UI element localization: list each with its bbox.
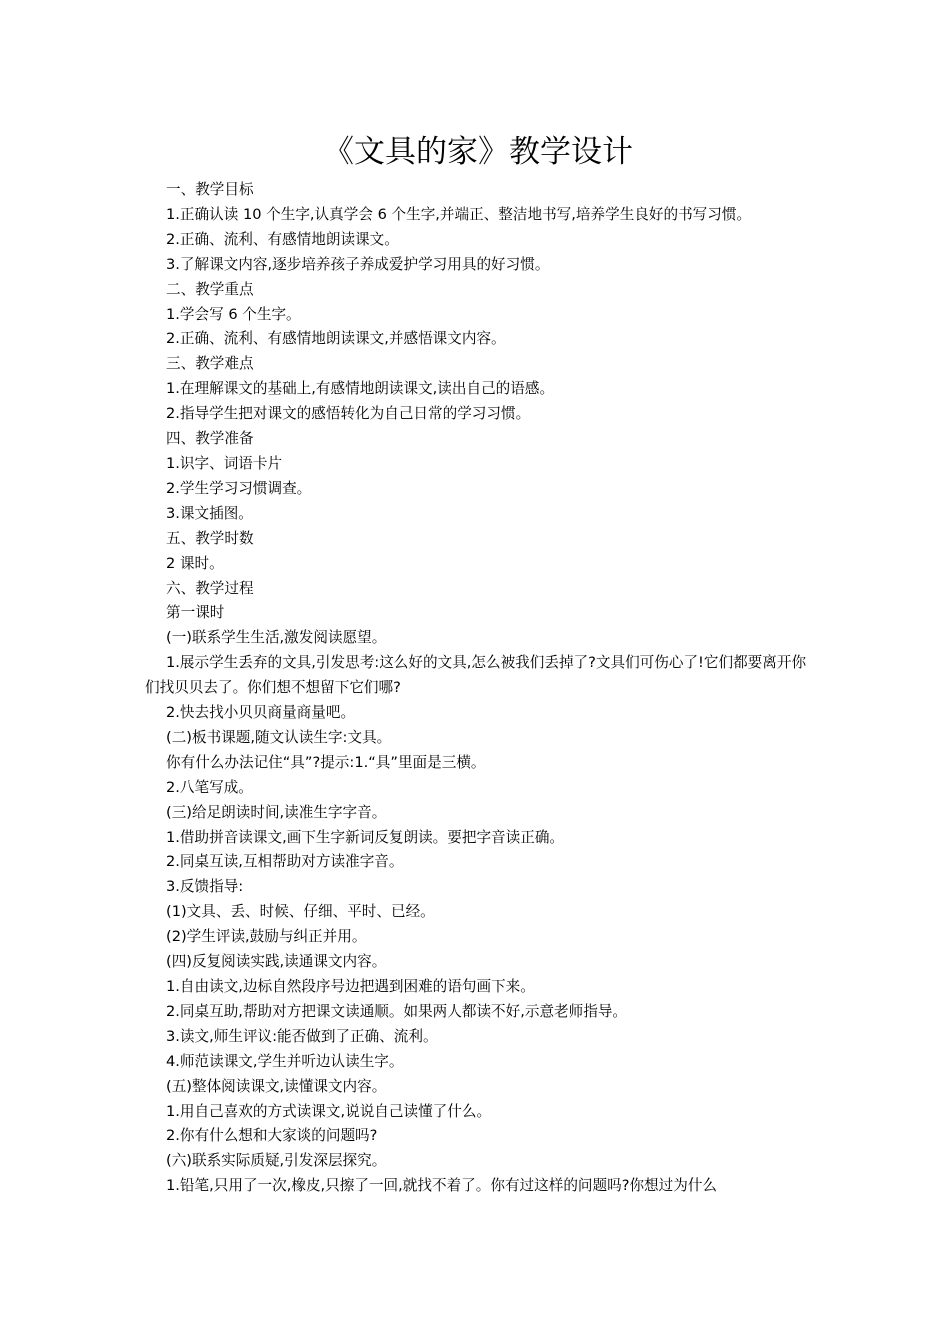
paragraph-line: 1.学会写 6 个生字。 bbox=[166, 305, 301, 323]
paragraph-line: 1.自由读文,边标自然段序号边把遇到困难的语句画下来。 bbox=[166, 978, 535, 995]
paragraph-line: 三、教学难点 bbox=[166, 355, 254, 373]
paragraph-line: 1.识字、词语卡片 bbox=[166, 454, 283, 472]
paragraph-line: 五、教学时数 bbox=[166, 529, 254, 547]
paragraph-line: 3.了解课文内容,逐步培养孩子养成爱护学习用具的好习惯。 bbox=[166, 255, 550, 273]
paragraph-line: 六、教学过程 bbox=[166, 579, 254, 597]
paragraph-line: 3.反馈指导: bbox=[166, 878, 244, 896]
paragraph-line: 四、教学准备 bbox=[166, 430, 254, 448]
paragraph-line: (四)反复阅读实践,读通课文内容。 bbox=[166, 953, 387, 971]
paragraph-line: 2.你有什么想和大家谈的问题吗? bbox=[166, 1127, 378, 1145]
document-title: 《文具的家》教学设计 bbox=[323, 134, 633, 170]
paragraph-line: (一)联系学生生活,激发阅读愿望。 bbox=[166, 629, 387, 647]
paragraph-line: (二)板书课题,随文认读生字:文具。 bbox=[166, 728, 392, 746]
paragraph-line: 一、教学目标 bbox=[166, 181, 254, 198]
document-page bbox=[145, 128, 807, 1199]
paragraph-line: 2.指导学生把对课文的感悟转化为自己日常的学习习惯。 bbox=[166, 405, 531, 423]
paragraph-line: 4.师范读课文,学生并听边认读生字。 bbox=[166, 1052, 404, 1070]
paragraph-line: 2.正确、流利、有感情地朗读课文。 bbox=[166, 230, 399, 248]
paragraph-line: 2.同桌互助,帮助对方把课文读通顺。如果两人都读不好,示意老师指导。 bbox=[166, 1002, 628, 1020]
paragraph-line: 1.展示学生丢弃的文具,引发思考:这么好的文具,怎么被我们丢掉了?文具们可伤心了!它们都要离开你们找贝贝去了。你们想不想留下它们哪? bbox=[145, 654, 807, 697]
paragraph-line: 你有什么办法记住“具”?提示:1.“具”里面是三横。 bbox=[166, 753, 486, 771]
paragraph-line: 2.快去找小贝贝商量商量吧。 bbox=[166, 704, 356, 722]
paragraph-line: 1.用自己喜欢的方式读课文,说说自己读懂了什么。 bbox=[166, 1102, 492, 1120]
paragraph-line: 二、教学重点 bbox=[166, 280, 254, 298]
paragraph-line: 2.正确、流利、有感情地朗读课文,并感悟课文内容。 bbox=[166, 330, 506, 348]
paragraph-line: 3.课文插图。 bbox=[166, 504, 253, 522]
paragraph-line: 1.铅笔,只用了一次,橡皮,只擦了一回,就找不着了。你有过这样的问题吗?你想过为什么 bbox=[166, 1177, 718, 1195]
paragraph-line: (1)文具、丢、时候、仔细、平时、已经。 bbox=[166, 903, 435, 921]
document-body bbox=[145, 178, 807, 1199]
paragraph-line: 2.学生学习习惯调查。 bbox=[166, 479, 312, 497]
paragraph-line: 1.借助拼音读课文,画下生字新词反复朗读。要把字音读正确。 bbox=[166, 828, 565, 846]
paragraph-line: (2)学生评读,鼓励与纠正并用。 bbox=[166, 928, 367, 946]
paragraph-line: 1.在理解课文的基础上,有感情地朗读课文,读出自己的语感。 bbox=[166, 380, 555, 398]
paragraph-line: 2.八笔写成。 bbox=[166, 778, 253, 796]
paragraph-line: 第一课时 bbox=[166, 604, 225, 622]
paragraph-line: 1.正确认读 10 个生字,认真学会 6 个生字,并端正、整洁地书写,培养学生良好的书写习惯。 bbox=[166, 205, 752, 223]
paragraph-line: (六)联系实际质疑,引发深层探究。 bbox=[166, 1152, 387, 1170]
paragraph-line: (五)整体阅读课文,读懂课文内容。 bbox=[166, 1077, 387, 1095]
paragraph-line: (三)给足朗读时间,读准生字字音。 bbox=[166, 803, 387, 821]
paragraph-line: 2 课时。 bbox=[166, 554, 224, 572]
paragraph-line: 3.读文,师生评议:能否做到了正确、流利。 bbox=[166, 1027, 438, 1045]
paragraph-line: 2.同桌互读,互相帮助对方读准字音。 bbox=[166, 853, 404, 871]
